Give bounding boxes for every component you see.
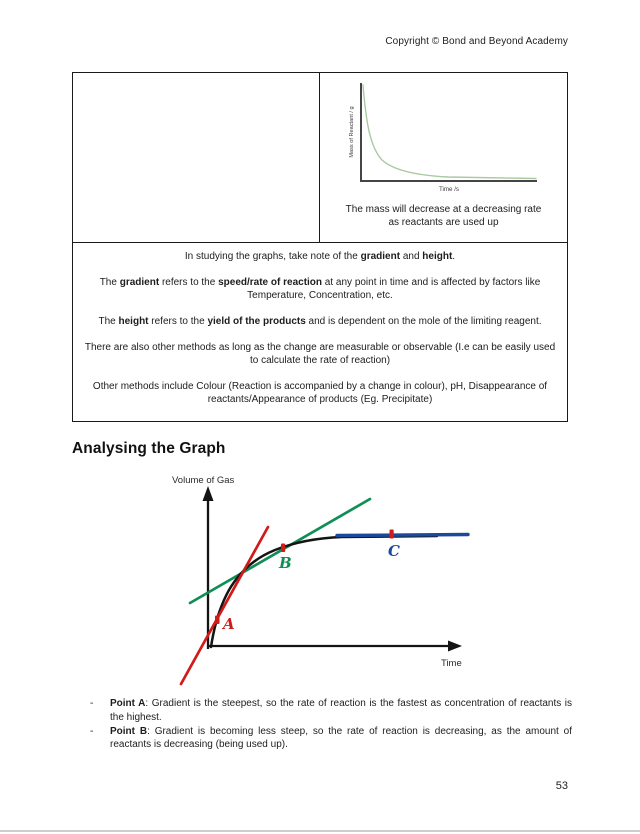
graph-x-axis-arrow: [448, 641, 462, 652]
mass-graph-x-label: Time /s: [438, 186, 460, 193]
note-paragraph-3: [84, 315, 556, 328]
point-a-marker: [215, 616, 220, 625]
point-a-text: Gradient is the steepest, so the rate of reaction is the fastest as concentration of reactants is the highest.: [110, 698, 573, 723]
note-bold: gradient: [119, 277, 160, 288]
note-paragraph-1: [84, 250, 556, 263]
note-text: refers to the: [148, 316, 208, 327]
note-text: In studying the graphs, take note of the: [184, 251, 361, 262]
page-number: 53: [555, 780, 568, 792]
note-text: The: [98, 316, 119, 327]
mass-graph-caption: [322, 203, 565, 229]
bullet-dash: -: [90, 698, 94, 709]
point-a-term: Point A: [110, 698, 146, 709]
point-b-text: Gradient is becoming less steep, so the rate of reaction is decreasing, as the amount of reactants is decreasing (being used up).: [110, 725, 572, 751]
note-text: at any point in time and is affected by factors like Temperature, Concentration, etc.: [247, 277, 541, 301]
point-analysis-list: [90, 697, 572, 752]
list-item-point-a: [90, 697, 572, 725]
tangent-line-b: [190, 499, 370, 603]
note-bold: yield of the products: [207, 316, 306, 327]
note-text: and is dependent on the mole of the limiting reagent.: [305, 316, 542, 327]
note-text: refers to the: [159, 277, 219, 288]
graph-x-label: Time: [441, 658, 462, 669]
point-b-description: [110, 725, 572, 753]
analysis-graph: [140, 465, 540, 700]
info-table-notes: [73, 243, 567, 421]
note-text: Other methods include Colour (Reaction is accompanied by a change in colour), pH, Disappearance of reactants/Appearance of products (Eg. Precipitate): [92, 381, 548, 405]
mass-vs-time-graph: [320, 73, 567, 202]
note-paragraph-2: [84, 276, 556, 302]
mass-graph-caption-line2: as reactants are used up: [388, 217, 499, 228]
note-bold: speed/rate of reaction: [218, 277, 323, 288]
bullet-dash: -: [90, 725, 94, 737]
note-bold: height: [422, 251, 453, 262]
volume-vs-time-graph: [140, 465, 540, 700]
reaction-curve: [211, 536, 437, 647]
point-b-term: Point B: [110, 725, 148, 737]
page-bottom-divider: [0, 830, 640, 832]
note-text: The: [99, 277, 120, 288]
tangent-line-a: [181, 527, 268, 684]
note-paragraph-5: [84, 380, 556, 406]
copyright-text: Copyright © Bond and Beyond Academy: [385, 36, 568, 47]
graph-y-axis-arrow: [203, 486, 214, 501]
note-text: and: [400, 251, 423, 262]
point-a-label: A: [223, 615, 235, 633]
note-text: .: [452, 251, 456, 262]
mass-graph-y-label: Mass of Reactant / g: [349, 106, 355, 158]
point-b-marker: [281, 544, 285, 553]
point-c-label: C: [388, 542, 400, 560]
info-table-empty-cell: [73, 73, 320, 242]
separator: :: [147, 725, 155, 737]
point-c-marker: [390, 530, 394, 539]
note-bold: gradient: [360, 251, 401, 262]
section-heading: Analysing the Graph: [72, 440, 226, 457]
mass-graph-cell: [320, 73, 567, 242]
point-b-label: B: [279, 554, 292, 572]
point-a-description: [110, 697, 572, 725]
mass-decay-curve: [363, 85, 536, 179]
separator: :: [145, 698, 152, 709]
note-paragraph-4: [84, 341, 556, 367]
plateau-line-c: [337, 535, 468, 536]
info-table-row-graphs: [73, 73, 567, 243]
graph-y-label: Volume of Gas: [172, 475, 235, 486]
note-bold: height: [118, 316, 149, 327]
info-table: [72, 72, 568, 422]
list-item-point-b: [90, 725, 572, 753]
note-text: There are also other methods as long as the change are measurable or observable (I.e can be easily used to calculate the rate of reaction): [84, 342, 556, 366]
mass-graph-caption-line1: The mass will decrease at a decreasing rate: [345, 204, 542, 215]
